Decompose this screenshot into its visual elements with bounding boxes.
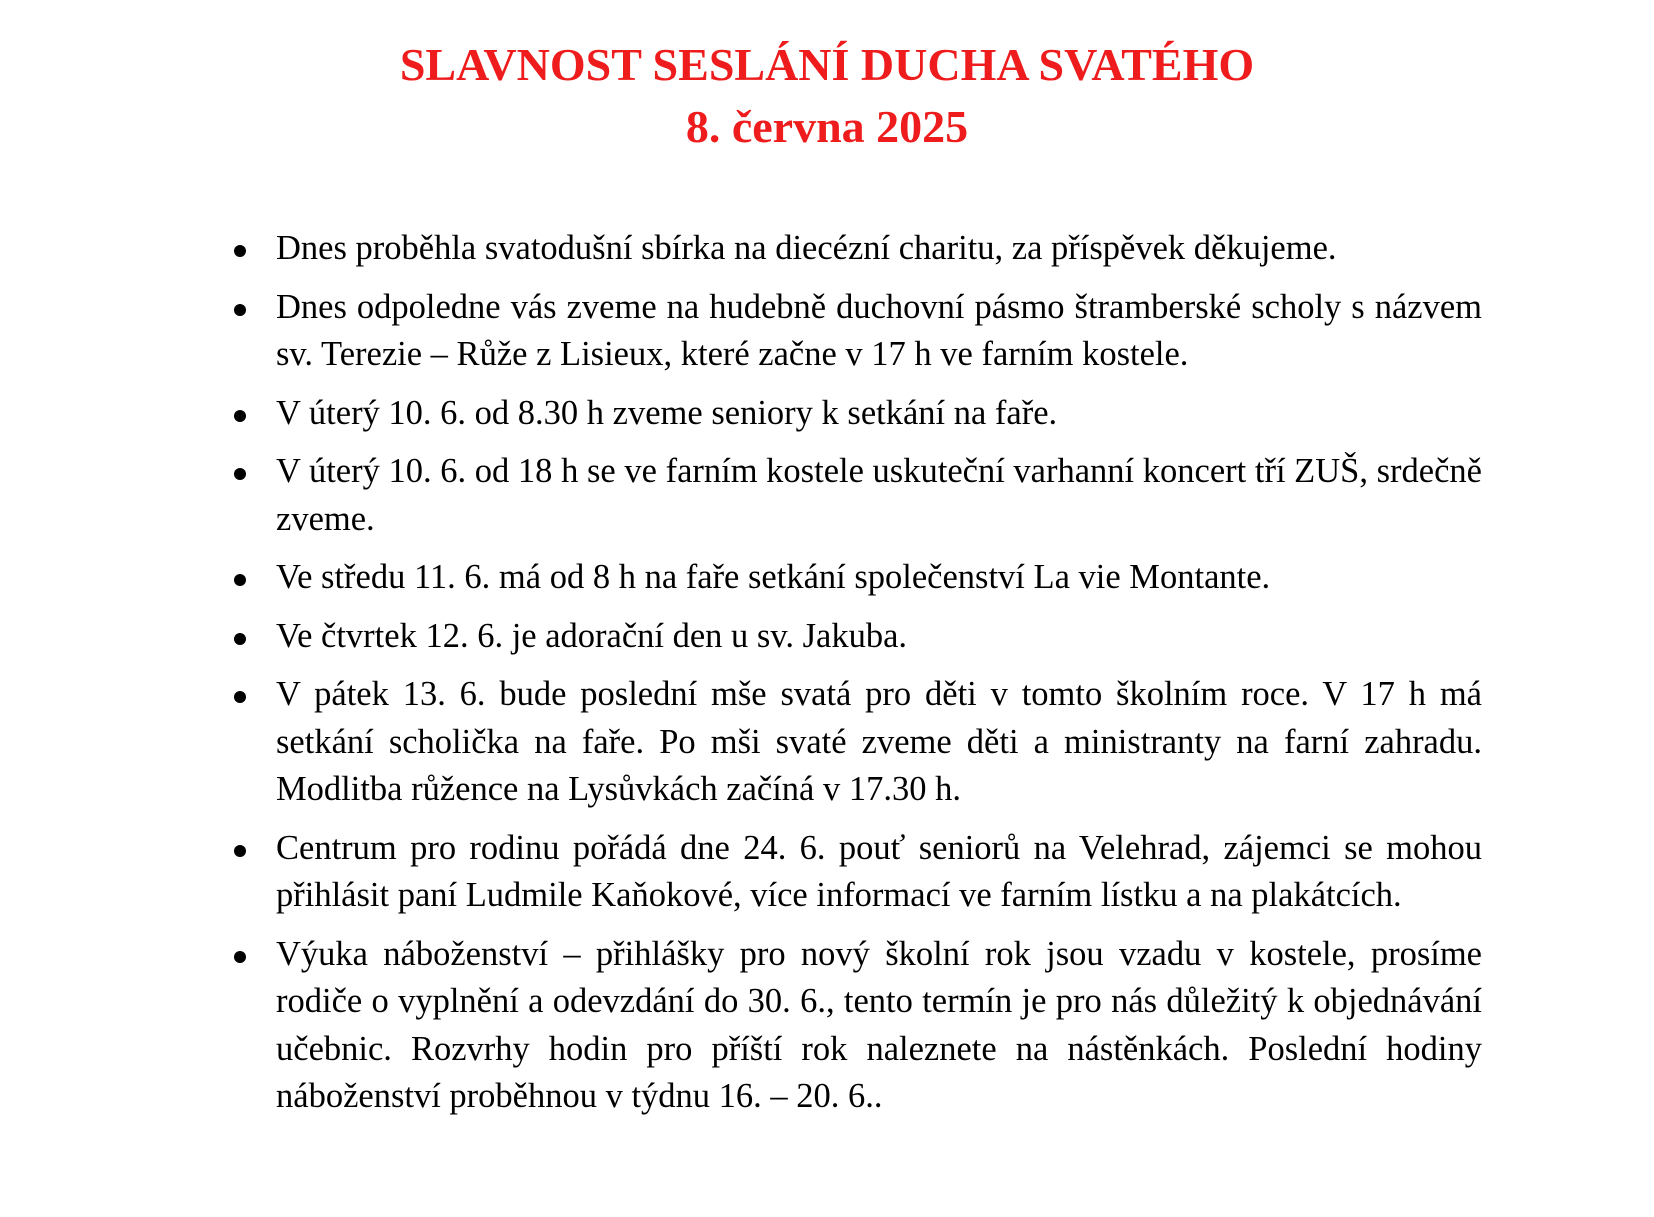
bullet-icon (234, 468, 246, 480)
announcement-text: V úterý 10. 6. od 18 h se ve farním kostele uskuteční varhanní koncert tří ZUŠ, srdečně zveme. (276, 452, 1482, 538)
list-item (232, 390, 1482, 438)
announcement-list (232, 225, 1482, 1132)
announcement-text: Ve čtvrtek 12. 6. je adorační den u sv. Jakuba. (276, 616, 908, 655)
announcement-text: V úterý 10. 6. od 8.30 h zveme seniory k setkání na faře. (276, 393, 1058, 432)
bullet-icon (234, 633, 246, 645)
bullet-icon (234, 951, 246, 963)
page-title: SLAVNOST SESLÁNÍ DUCHA SVATÉHO (399, 39, 1255, 90)
page-date: 8. června 2025 (685, 101, 969, 152)
announcement-text: Ve středu 11. 6. má od 8 h na faře setkání společenství La vie Montante. (276, 558, 1271, 596)
list-item (232, 284, 1482, 379)
announcement-text: V pátek 13. 6. bude poslední mše svatá pro děti v tomto školním roce. V 17 h má setkání scholička na faře. Po mši svaté zveme děti a ministranty na farní zahradu. Modlitba růžence na Lysůvkách začíná v 17.30 h. (276, 675, 1482, 808)
list-item (232, 225, 1482, 273)
bullet-icon (234, 574, 246, 586)
list-item (232, 448, 1482, 543)
title-block (0, 34, 1654, 158)
bullet-icon (234, 691, 246, 703)
bullet-icon (234, 410, 246, 422)
bullet-icon (234, 304, 246, 316)
list-item (232, 825, 1482, 920)
list-item (232, 931, 1482, 1121)
announcement-text: Dnes proběhla svatodušní sbírka na diecézní charitu, za příspěvek děkujeme. (276, 229, 1337, 267)
list-item (232, 613, 1482, 661)
bullet-icon (234, 845, 246, 857)
announcement-text: Centrum pro rodinu pořádá dne 24. 6. pouť seniorů na Velehrad, zájemci se mohou přihlásit paní Ludmile Kaňokové, více informací ve farním lístku a na plakátcích. (276, 828, 1482, 914)
list-item (232, 554, 1482, 602)
bullet-icon (234, 245, 246, 257)
announcement-text: Výuka náboženství – přihlášky pro nový školní rok jsou vzadu v kostele, prosíme rodiče o vyplnění a odevzdání do 30. 6., tento termín je pro nás důležitý k objednávání učebnic. Rozvrhy hodin pro příští rok naleznete na nástěnkách. Poslední hodiny náboženství proběhnou v týdnu 16. – 20. 6.. (276, 934, 1482, 1115)
announcement-text: Dnes odpoledne vás zveme na hudebně duchovní pásmo štramberské scholy s názvem sv. Terezie – Růže z Lisieux, které začne v 17 h ve farním kostele. (276, 287, 1482, 373)
list-item (232, 671, 1482, 814)
